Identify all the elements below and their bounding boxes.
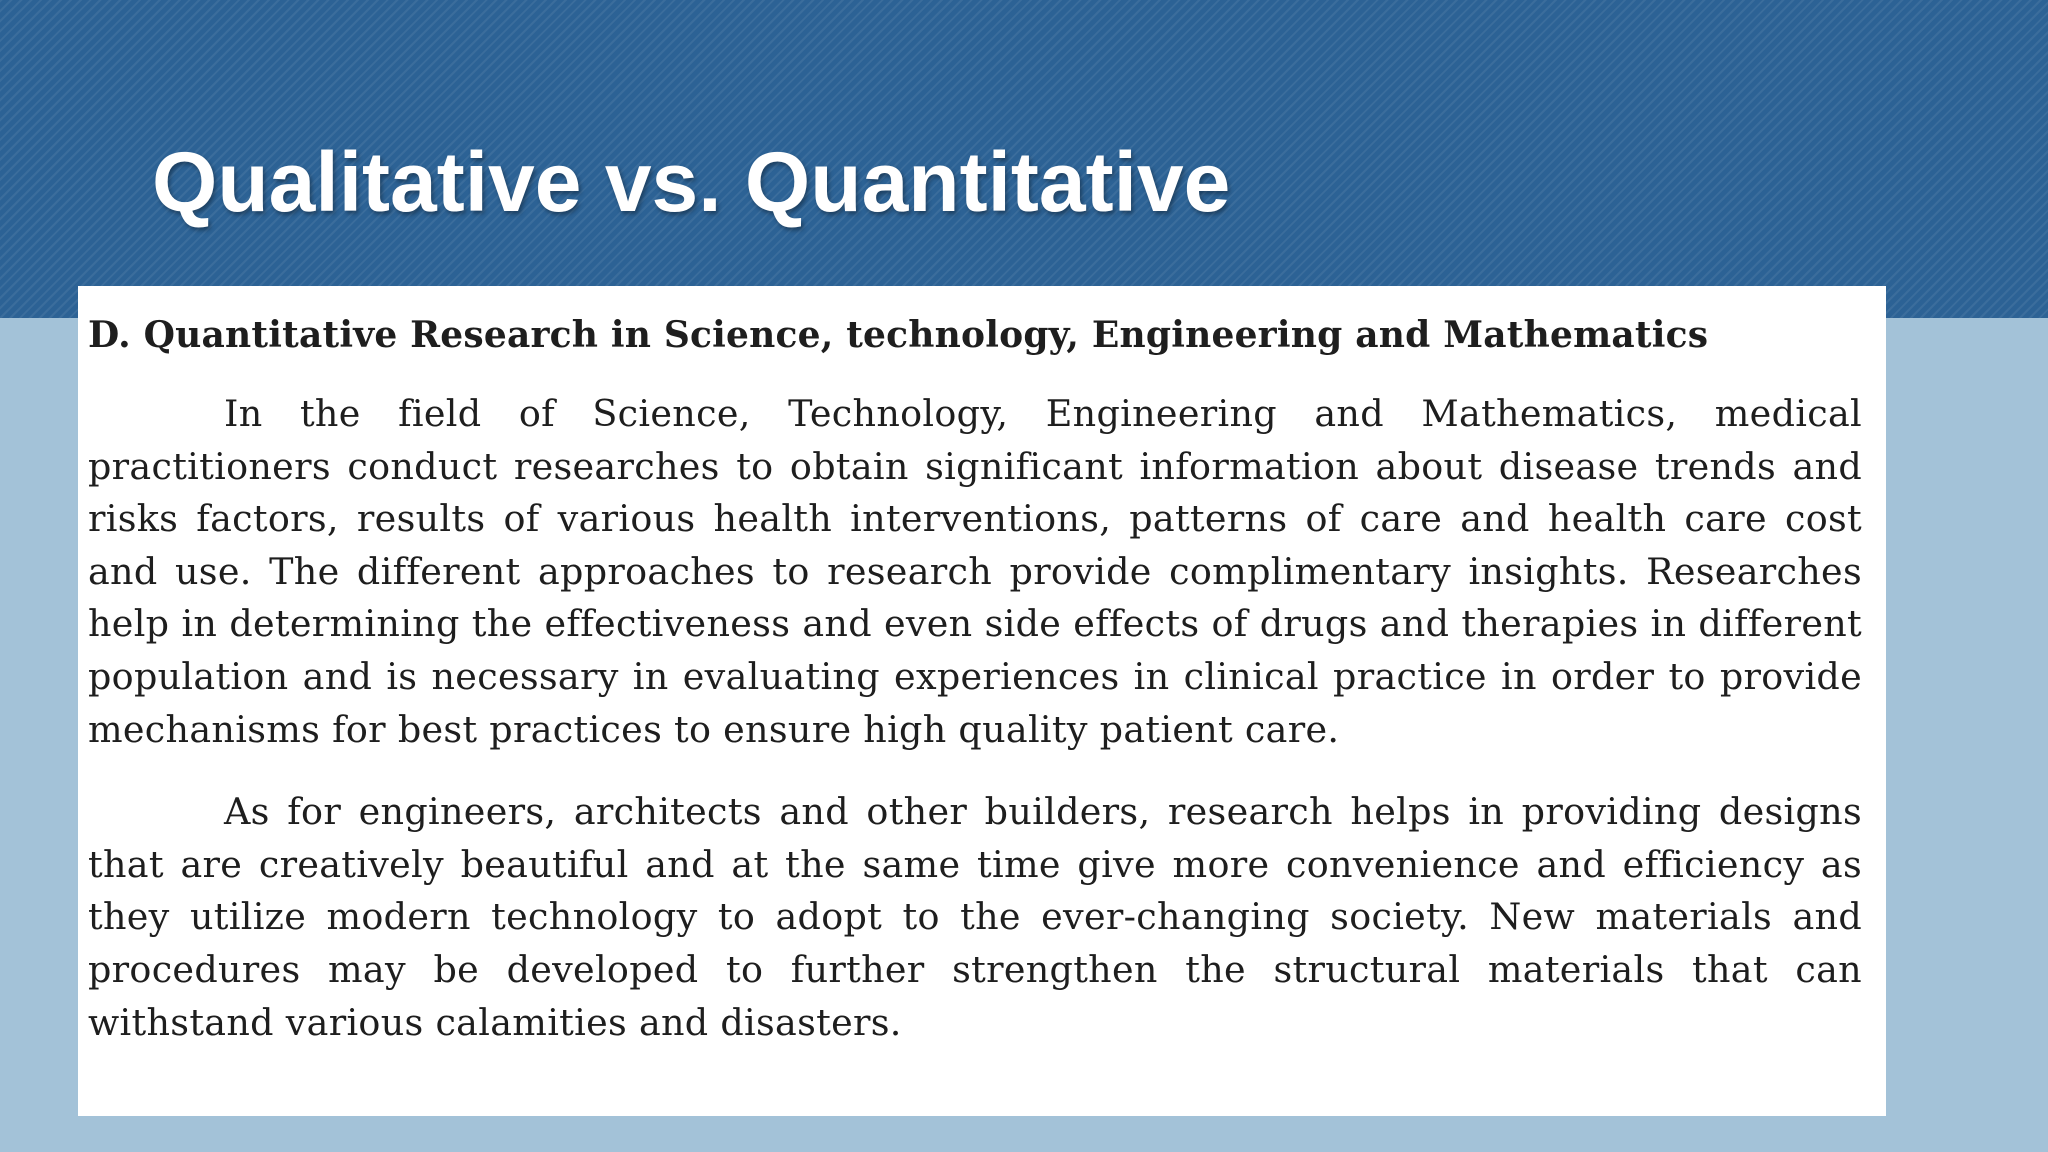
paragraph-engineering: As for engineers, architects and other builders, research helps in providing designs that are creatively beautiful and at the same time give more convenience and efficiency as they utilize modern technology to adopt to the ever-changing society. New materials and procedures may be developed to further strengthen the structural materials that can withstand various calamities and disasters. (88, 790, 1862, 1044)
section-heading: D. Quantitative Research in Science, technology, Engineering and Mathematics (88, 314, 1709, 356)
slide-title: Qualitative vs. Quantitative (152, 135, 1231, 229)
paragraph-stem-medical: In the field of Science, Technology, Engineering and Mathematics, medical practitioners conduct researches to obtain significant information about disease trends and risks factors, results of various health interventions, patterns of care and health care cost and use. The different approaches to research provide complimentary insights. Researches help in determining the effectiveness and even side effects of drugs and therapies in different population and is necessary in evaluating experiences in clinical practice in order to provide mechanisms for best practices to ensure high quality patient care. (88, 392, 1862, 751)
document-excerpt (78, 286, 1886, 1116)
